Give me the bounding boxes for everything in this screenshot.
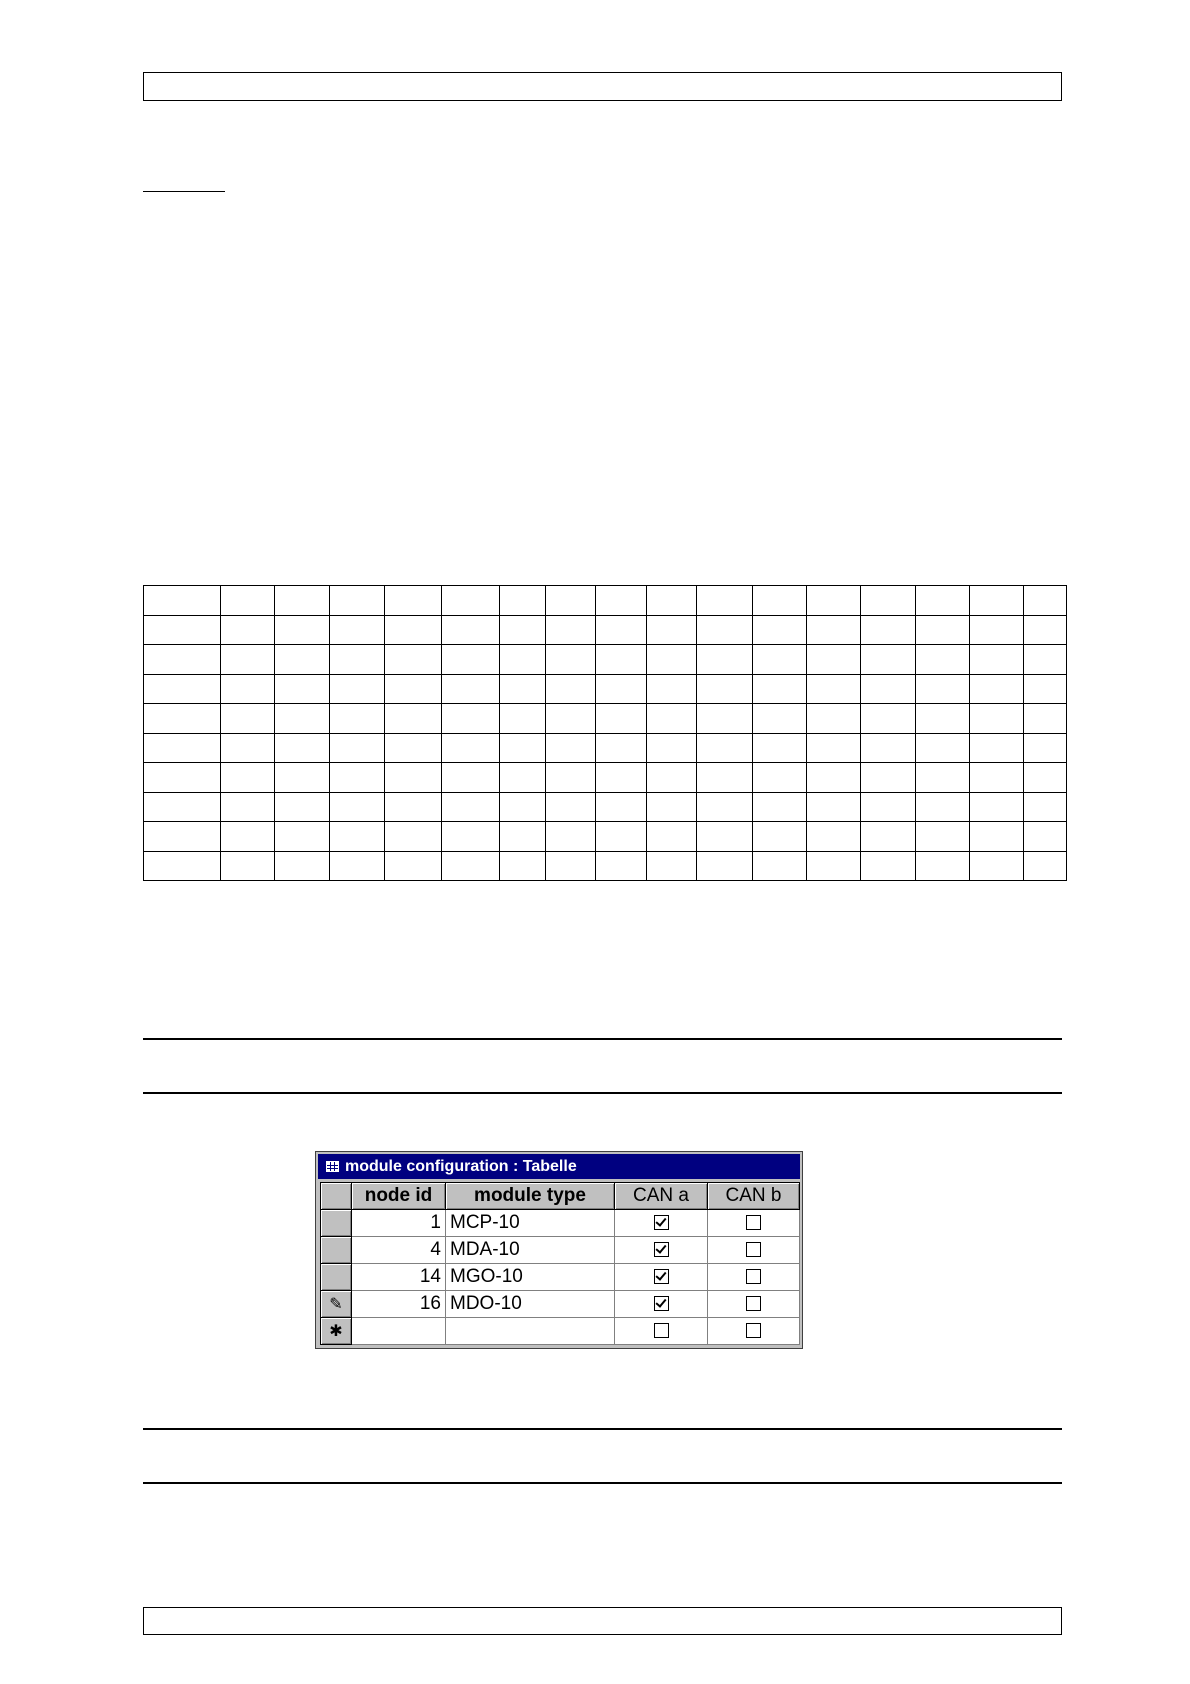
grid-cell — [807, 792, 861, 822]
grid-cell — [144, 704, 221, 734]
grid-cell — [697, 615, 753, 645]
grid-cell — [647, 704, 697, 734]
grid-cell — [144, 645, 221, 675]
grid-cell — [144, 586, 221, 616]
horizontal-rule — [143, 1482, 1062, 1484]
grid-cell — [546, 733, 596, 763]
node-id-cell[interactable]: 1 — [352, 1210, 446, 1237]
horizontal-rule — [143, 1092, 1062, 1094]
table-icon — [326, 1161, 339, 1172]
can-a-cell[interactable] — [615, 1264, 708, 1291]
grid-cell — [144, 763, 221, 793]
grid-row — [144, 674, 1067, 704]
table-row[interactable] — [321, 1210, 800, 1237]
grid-cell — [500, 822, 546, 852]
grid-cell — [385, 615, 442, 645]
grid-cell — [330, 851, 385, 881]
grid-cell — [596, 674, 647, 704]
module-type-cell[interactable]: MGO-10 — [446, 1264, 615, 1291]
grid-cell — [807, 822, 861, 852]
grid-cell — [647, 674, 697, 704]
grid-cell — [916, 674, 970, 704]
grid-cell — [275, 704, 330, 734]
grid-cell — [861, 851, 916, 881]
grid-cell — [275, 586, 330, 616]
grid-cell — [1024, 645, 1067, 675]
grid-cell — [970, 763, 1024, 793]
grid-cell — [221, 704, 275, 734]
grid-cell — [221, 733, 275, 763]
empty-grid-table — [143, 585, 1067, 881]
grid-cell — [275, 763, 330, 793]
grid-cell — [330, 733, 385, 763]
grid-cell — [330, 586, 385, 616]
grid-cell — [807, 733, 861, 763]
grid-cell — [916, 704, 970, 734]
can-b-checkbox[interactable] — [746, 1242, 761, 1257]
column-header-module-type[interactable]: module type — [446, 1183, 615, 1210]
can-b-cell[interactable] — [708, 1210, 800, 1237]
grid-cell — [970, 586, 1024, 616]
grid-cell — [442, 615, 500, 645]
grid-cell — [647, 763, 697, 793]
grid-cell — [596, 733, 647, 763]
column-header-can-b[interactable]: CAN b — [708, 1183, 800, 1210]
asterisk-icon[interactable]: ✱ — [321, 1318, 352, 1345]
grid-cell — [144, 733, 221, 763]
grid-cell — [385, 792, 442, 822]
table-row[interactable] — [321, 1237, 800, 1264]
grid-cell — [970, 645, 1024, 675]
grid-cell — [385, 674, 442, 704]
grid-cell — [275, 645, 330, 675]
grid-cell — [970, 851, 1024, 881]
grid-cell — [500, 645, 546, 675]
grid-cell — [546, 674, 596, 704]
grid-cell — [442, 645, 500, 675]
grid-row — [144, 704, 1067, 734]
grid-cell — [807, 704, 861, 734]
grid-cell — [697, 763, 753, 793]
grid-cell — [861, 763, 916, 793]
grid-cell — [385, 851, 442, 881]
grid-cell — [753, 763, 807, 793]
grid-cell — [970, 615, 1024, 645]
grid-cell — [596, 704, 647, 734]
can-a-cell[interactable] — [615, 1318, 708, 1345]
window-titlebar[interactable] — [318, 1154, 800, 1179]
grid-cell — [221, 792, 275, 822]
module-type-cell[interactable] — [446, 1318, 615, 1345]
grid-cell — [546, 792, 596, 822]
grid-cell — [275, 674, 330, 704]
grid-cell — [546, 822, 596, 852]
can-a-cell[interactable] — [615, 1210, 708, 1237]
grid-cell — [697, 733, 753, 763]
grid-cell — [596, 763, 647, 793]
grid-cell — [647, 851, 697, 881]
can-a-cell[interactable] — [615, 1291, 708, 1318]
grid-cell — [807, 674, 861, 704]
grid-cell — [221, 674, 275, 704]
can-b-checkbox[interactable] — [746, 1323, 761, 1338]
row-selector[interactable] — [321, 1237, 352, 1264]
node-id-cell[interactable]: 16 — [352, 1291, 446, 1318]
grid-cell — [647, 645, 697, 675]
grid-cell — [596, 586, 647, 616]
grid-cell — [330, 704, 385, 734]
grid-cell — [970, 704, 1024, 734]
grid-cell — [385, 763, 442, 793]
grid-cell — [275, 792, 330, 822]
grid-cell — [596, 851, 647, 881]
grid-cell — [753, 615, 807, 645]
grid-cell — [221, 822, 275, 852]
table-row[interactable] — [321, 1264, 800, 1291]
table-row[interactable] — [321, 1291, 800, 1318]
grid-cell — [275, 822, 330, 852]
grid-cell — [1024, 674, 1067, 704]
grid-cell — [546, 586, 596, 616]
grid-cell — [144, 792, 221, 822]
page-footer-box — [143, 1607, 1062, 1635]
grid-row — [144, 645, 1067, 675]
grid-row — [144, 763, 1067, 793]
grid-cell — [500, 586, 546, 616]
grid-cell — [221, 586, 275, 616]
grid-cell — [442, 851, 500, 881]
grid-cell — [500, 674, 546, 704]
grid-cell — [861, 704, 916, 734]
grid-cell — [500, 704, 546, 734]
grid-cell — [647, 822, 697, 852]
grid-cell — [330, 674, 385, 704]
grid-cell — [596, 615, 647, 645]
grid-cell — [753, 586, 807, 616]
page-header-box — [143, 72, 1062, 101]
grid-cell — [753, 704, 807, 734]
grid-cell — [753, 674, 807, 704]
grid-cell — [753, 645, 807, 675]
grid-cell — [916, 733, 970, 763]
grid-cell — [916, 851, 970, 881]
row-selector[interactable] — [321, 1264, 352, 1291]
grid-cell — [442, 704, 500, 734]
grid-cell — [861, 674, 916, 704]
grid-cell — [442, 822, 500, 852]
grid-cell — [330, 763, 385, 793]
grid-cell — [861, 615, 916, 645]
grid-cell — [1024, 615, 1067, 645]
column-header-can-a[interactable]: CAN a — [615, 1183, 708, 1210]
grid-cell — [647, 792, 697, 822]
grid-cell — [442, 792, 500, 822]
grid-cell — [916, 763, 970, 793]
can-b-cell[interactable] — [708, 1318, 800, 1345]
horizontal-rule — [143, 1428, 1062, 1430]
grid-cell — [807, 615, 861, 645]
grid-cell — [697, 851, 753, 881]
row-selector-header[interactable] — [321, 1183, 352, 1210]
grid-cell — [144, 615, 221, 645]
grid-cell — [970, 792, 1024, 822]
grid-cell — [916, 586, 970, 616]
can-a-checkbox[interactable] — [654, 1296, 669, 1311]
can-b-cell[interactable] — [708, 1237, 800, 1264]
grid-cell — [807, 763, 861, 793]
grid-cell — [221, 645, 275, 675]
row-selector[interactable] — [321, 1210, 352, 1237]
module-configuration-window[interactable] — [315, 1151, 803, 1349]
grid-cell — [1024, 792, 1067, 822]
grid-cell — [697, 586, 753, 616]
grid-cell — [275, 733, 330, 763]
grid-cell — [144, 674, 221, 704]
can-b-checkbox[interactable] — [746, 1269, 761, 1284]
can-a-checkbox[interactable] — [654, 1323, 669, 1338]
grid-cell — [647, 615, 697, 645]
grid-cell — [753, 792, 807, 822]
grid-cell — [442, 733, 500, 763]
node-id-cell[interactable] — [352, 1318, 446, 1345]
column-header-node-id[interactable]: node id — [352, 1183, 446, 1210]
can-a-cell[interactable] — [615, 1237, 708, 1264]
grid-cell — [385, 645, 442, 675]
grid-row — [144, 733, 1067, 763]
grid-cell — [697, 704, 753, 734]
grid-cell — [753, 733, 807, 763]
grid-cell — [697, 792, 753, 822]
grid-cell — [546, 851, 596, 881]
grid-cell — [753, 851, 807, 881]
grid-cell — [1024, 733, 1067, 763]
grid-cell — [221, 763, 275, 793]
grid-cell — [500, 763, 546, 793]
grid-cell — [330, 792, 385, 822]
grid-cell — [861, 822, 916, 852]
window-title: module configuration : Tabelle — [345, 1158, 577, 1175]
grid-cell — [596, 645, 647, 675]
node-id-cell[interactable]: 4 — [352, 1237, 446, 1264]
grid-cell — [697, 674, 753, 704]
grid-cell — [385, 586, 442, 616]
grid-cell — [807, 851, 861, 881]
grid-cell — [647, 586, 697, 616]
grid-cell — [330, 615, 385, 645]
grid-row — [144, 615, 1067, 645]
grid-cell — [807, 586, 861, 616]
can-b-cell[interactable] — [708, 1264, 800, 1291]
grid-cell — [221, 615, 275, 645]
grid-cell — [861, 733, 916, 763]
grid-cell — [916, 822, 970, 852]
can-a-checkbox[interactable] — [654, 1269, 669, 1284]
grid-row — [144, 851, 1067, 881]
grid-cell — [1024, 822, 1067, 852]
grid-cell — [275, 615, 330, 645]
grid-cell — [385, 704, 442, 734]
can-b-checkbox[interactable] — [746, 1296, 761, 1311]
grid-cell — [546, 763, 596, 793]
grid-cell — [500, 851, 546, 881]
grid-cell — [697, 645, 753, 675]
grid-cell — [916, 615, 970, 645]
grid-cell — [861, 586, 916, 616]
grid-cell — [385, 822, 442, 852]
grid-row — [144, 586, 1067, 616]
grid-cell — [330, 822, 385, 852]
grid-cell — [753, 822, 807, 852]
can-a-checkbox[interactable] — [654, 1215, 669, 1230]
grid-cell — [697, 822, 753, 852]
pencil-icon[interactable]: ✎ — [321, 1291, 352, 1318]
can-a-checkbox[interactable] — [654, 1242, 669, 1257]
grid-cell — [1024, 763, 1067, 793]
table-row[interactable] — [321, 1318, 800, 1345]
can-b-cell[interactable] — [708, 1291, 800, 1318]
grid-cell — [596, 822, 647, 852]
grid-cell — [500, 733, 546, 763]
can-b-checkbox[interactable] — [746, 1215, 761, 1230]
grid-cell — [442, 586, 500, 616]
module-type-cell[interactable]: MCP-10 — [446, 1210, 615, 1237]
grid-cell — [916, 792, 970, 822]
grid-cell — [916, 645, 970, 675]
grid-cell — [1024, 851, 1067, 881]
module-type-cell[interactable]: MDO-10 — [446, 1291, 615, 1318]
grid-cell — [500, 615, 546, 645]
grid-cell — [596, 792, 647, 822]
grid-cell — [500, 792, 546, 822]
grid-row — [144, 792, 1067, 822]
grid-cell — [546, 615, 596, 645]
grid-cell — [1024, 704, 1067, 734]
grid-cell — [546, 704, 596, 734]
grid-cell — [442, 674, 500, 704]
datasheet-grid[interactable] — [320, 1182, 800, 1345]
heading-underline — [143, 191, 225, 192]
node-id-cell[interactable]: 14 — [352, 1264, 446, 1291]
grid-cell — [385, 733, 442, 763]
grid-cell — [546, 645, 596, 675]
grid-cell — [970, 733, 1024, 763]
grid-cell — [861, 792, 916, 822]
grid-cell — [144, 851, 221, 881]
grid-cell — [970, 674, 1024, 704]
grid-cell — [861, 645, 916, 675]
grid-cell — [1024, 586, 1067, 616]
module-type-cell[interactable]: MDA-10 — [446, 1237, 615, 1264]
grid-cell — [330, 645, 385, 675]
grid-cell — [647, 733, 697, 763]
grid-row — [144, 822, 1067, 852]
grid-cell — [221, 851, 275, 881]
grid-cell — [807, 645, 861, 675]
horizontal-rule — [143, 1038, 1062, 1040]
grid-cell — [970, 822, 1024, 852]
grid-cell — [275, 851, 330, 881]
grid-cell — [144, 822, 221, 852]
grid-cell — [442, 763, 500, 793]
